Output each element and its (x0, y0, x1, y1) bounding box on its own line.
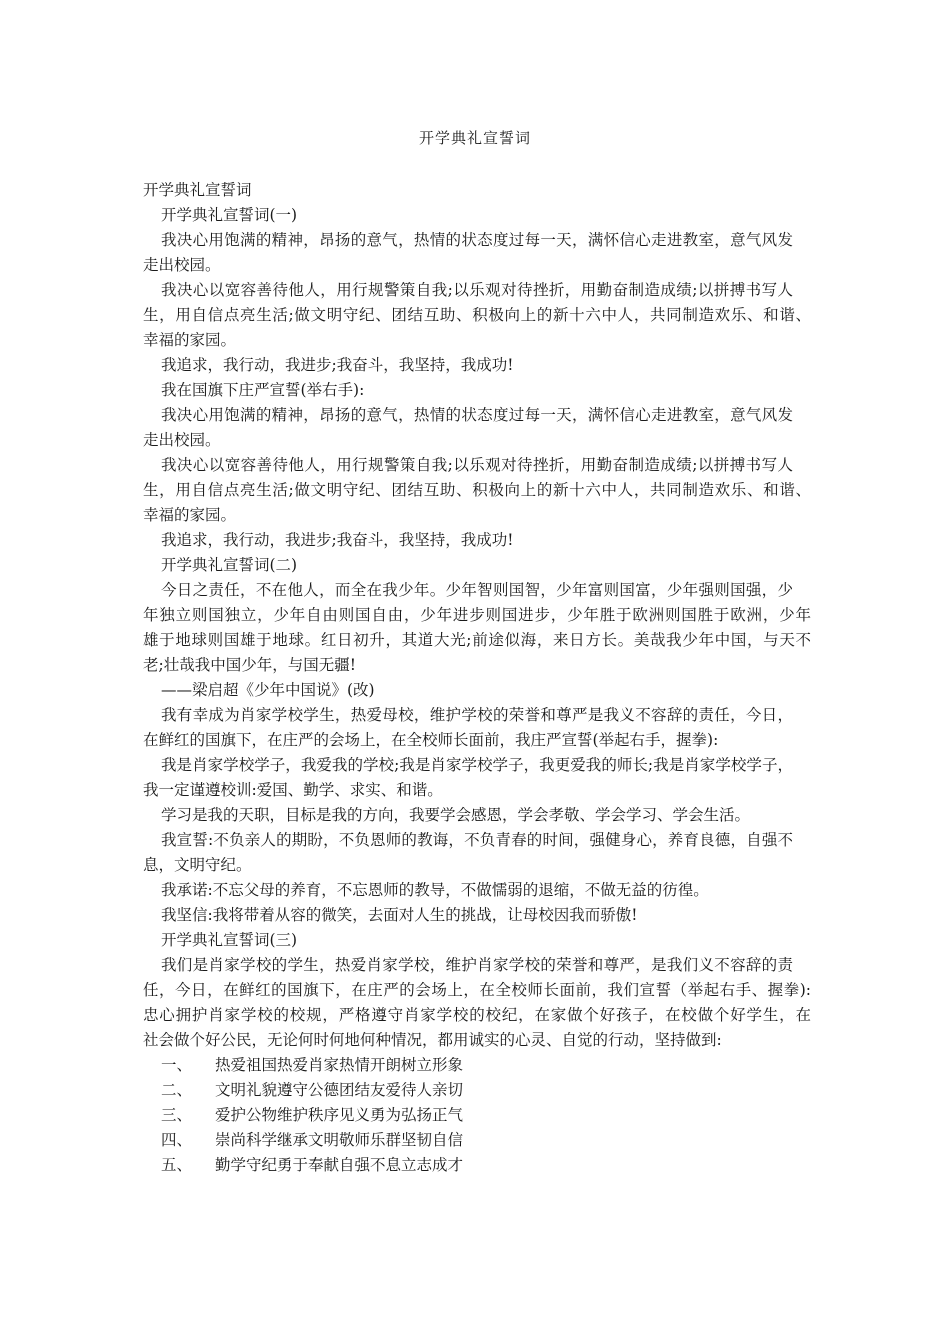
text-line-content: 生，用自信点亮生活;做文明守纪、团结互助、积极向上的新十六中人，共同制造欢乐、和谐、 (143, 481, 811, 499)
text-line (143, 603, 811, 628)
list-item (143, 1078, 811, 1103)
text-line-content: 社会做个好公民，无论何时何地何种情况，都用诚实的心灵、自觉的行动，坚持做到: (143, 1031, 722, 1049)
text-line-content: 生，用自信点亮生活;做文明守纪、团结互助、积极向上的新十六中人，共同制造欢乐、和谐、 (143, 306, 811, 324)
text-line-content: 我宣誓:不负亲人的期盼，不负恩师的教诲，不负青春的时间，强健身心，养育良德，自强不 (161, 831, 793, 849)
text-line-content: 幸福的家园。 (143, 331, 237, 349)
text-line (143, 503, 811, 528)
text-line-content: 我一定谨遵校训:爱国、勤学、求实、和谐。 (143, 781, 443, 799)
text-line-content: ——梁启超《少年中国说》(改) (161, 681, 375, 699)
text-line-content: 我决心以宽容善待他人，用行规警策自我;以乐观对待挫折，用勤奋制造成绩;以拼搏书写人 (161, 456, 793, 474)
text-line (143, 528, 811, 553)
text-line (143, 453, 811, 478)
text-line-content: 幸福的家园。 (143, 506, 237, 524)
text-line (143, 828, 811, 853)
list-item-number: 五、 (161, 1156, 193, 1174)
text-line (143, 703, 811, 728)
text-line-content: 我是肖家学校学子，我爱我的学校;我是肖家学校学子，我更爱我的师长;我是肖家学校学子， (161, 756, 793, 774)
text-line-content: 老;壮哉我中国少年，与国无疆! (143, 656, 356, 674)
text-line-content: 我决心用饱满的精神，昂扬的意气，热情的状态度过每一天，满怀信心走进教室，意气风发 (161, 406, 793, 424)
text-line-content: 息，文明守纪。 (143, 856, 252, 874)
text-line (143, 278, 811, 303)
text-line (143, 378, 811, 403)
text-line-content: 忠心拥护肖家学校的校规，严格遵守肖家学校的校纪，在家做个好孩子，在校做个好学生，在 (143, 1006, 811, 1024)
text-line (143, 403, 811, 428)
text-line-content: 我决心以宽容善待他人，用行规警策自我;以乐观对待挫折，用勤奋制造成绩;以拼搏书写人 (161, 281, 793, 299)
list-item (143, 1103, 811, 1128)
text-line-content: 走出校园。 (143, 256, 221, 274)
text-line-content: 我坚信:我将带着从容的微笑，去面对人生的挑战，让母校因我而骄傲! (161, 906, 638, 924)
text-line (143, 728, 811, 753)
text-line (143, 778, 811, 803)
text-line-content: 我有幸成为肖家学校学生，热爱母校，维护学校的荣誉和尊严是我义不容辞的责任，今日， (161, 706, 793, 724)
text-line-content: 走出校园。 (143, 431, 221, 449)
text-line-content: 我追求，我行动，我进步;我奋斗，我坚持，我成功! (161, 356, 514, 374)
text-line (143, 753, 811, 778)
text-line-content: 我决心用饱满的精神，昂扬的意气，热情的状态度过每一天，满怀信心走进教室，意气风发 (161, 231, 793, 249)
list-item-text: 热爱祖国热爱肖家热情开朗树立形象 (215, 1056, 464, 1074)
text-line (143, 853, 811, 878)
text-line-content: 任，今日，在鲜红的国旗下，在庄严的会场上，在全校师长面前，我们宣誓（举起右手、握拳): (143, 981, 811, 999)
text-line (143, 878, 811, 903)
list-item (143, 1128, 811, 1153)
list-item-number: 三、 (161, 1106, 193, 1124)
text-line-content: 我在国旗下庄严宣誓(举右手): (161, 381, 365, 399)
list-item-number: 四、 (161, 1131, 193, 1149)
document-title: 开学典礼宣誓词 (418, 129, 531, 147)
text-line (143, 953, 811, 978)
text-line-content: 开学典礼宣誓词(一) (161, 206, 298, 224)
text-line (143, 328, 811, 353)
text-line-content: 在鲜红的国旗下，在庄严的会场上，在全校师长面前，我庄严宣誓(举起右手，握拳): (143, 731, 719, 749)
text-line-content: 今日之责任，不在他人，而全在我少年。少年智则国智，少年富则国富，少年强则国强，少 (161, 581, 793, 599)
text-line (143, 253, 811, 278)
text-line (143, 803, 811, 828)
text-line (143, 428, 811, 453)
document-body (143, 178, 811, 1178)
text-line (143, 178, 811, 203)
list-item-text: 文明礼貌遵守公德团结友爱待人亲切 (215, 1081, 464, 1099)
text-line (143, 928, 811, 953)
list-item-number: 一、 (161, 1056, 193, 1074)
list-item-text: 崇尚科学继承文明敬师乐群坚韧自信 (215, 1131, 464, 1149)
text-line-content: 我们是肖家学校的学生，热爱肖家学校，维护肖家学校的荣誉和尊严，是我们义不容辞的责 (161, 956, 793, 974)
list-item (143, 1053, 811, 1078)
text-line-content: 我追求，我行动，我进步;我奋斗，我坚持，我成功! (161, 531, 514, 549)
text-line-content: 开学典礼宣誓词(二) (161, 556, 298, 574)
text-line-content: 我承诺:不忘父母的养育，不忘恩师的教导，不做懦弱的退缩，不做无益的彷徨。 (161, 881, 709, 899)
text-line (143, 1003, 811, 1028)
text-line-content: 雄于地球则国雄于地球。红日初升，其道大光;前途似海，来日方长。美哉我少年中国，与天不 (143, 631, 811, 649)
list-item (143, 1153, 811, 1178)
list-item-text: 勤学守纪勇于奉献自强不息立志成才 (215, 1156, 464, 1174)
text-line (143, 553, 811, 578)
text-line (143, 353, 811, 378)
text-line-content: 学习是我的天职，目标是我的方向，我要学会感恩，学会孝敬、学会学习、学会生活。 (161, 806, 751, 824)
list-item-text: 爱护公物维护秩序见义勇为弘扬正气 (215, 1106, 464, 1124)
text-line (143, 303, 811, 328)
text-line-content: 开学典礼宣誓词 (143, 181, 252, 199)
text-line-content: 开学典礼宣誓词(三) (161, 931, 298, 949)
text-line (143, 228, 811, 253)
text-line (143, 1028, 811, 1053)
text-line (143, 903, 811, 928)
text-line (143, 678, 811, 703)
text-line (143, 653, 811, 678)
list-item-number: 二、 (161, 1081, 193, 1099)
text-line (143, 578, 811, 603)
text-line (143, 628, 811, 653)
text-line-content: 年独立则国独立，少年自由则国自由，少年进步则国进步，少年胜于欧洲则国胜于欧洲，少年 (143, 606, 811, 624)
text-line (143, 478, 811, 503)
text-line (143, 203, 811, 228)
text-line (143, 978, 811, 1003)
